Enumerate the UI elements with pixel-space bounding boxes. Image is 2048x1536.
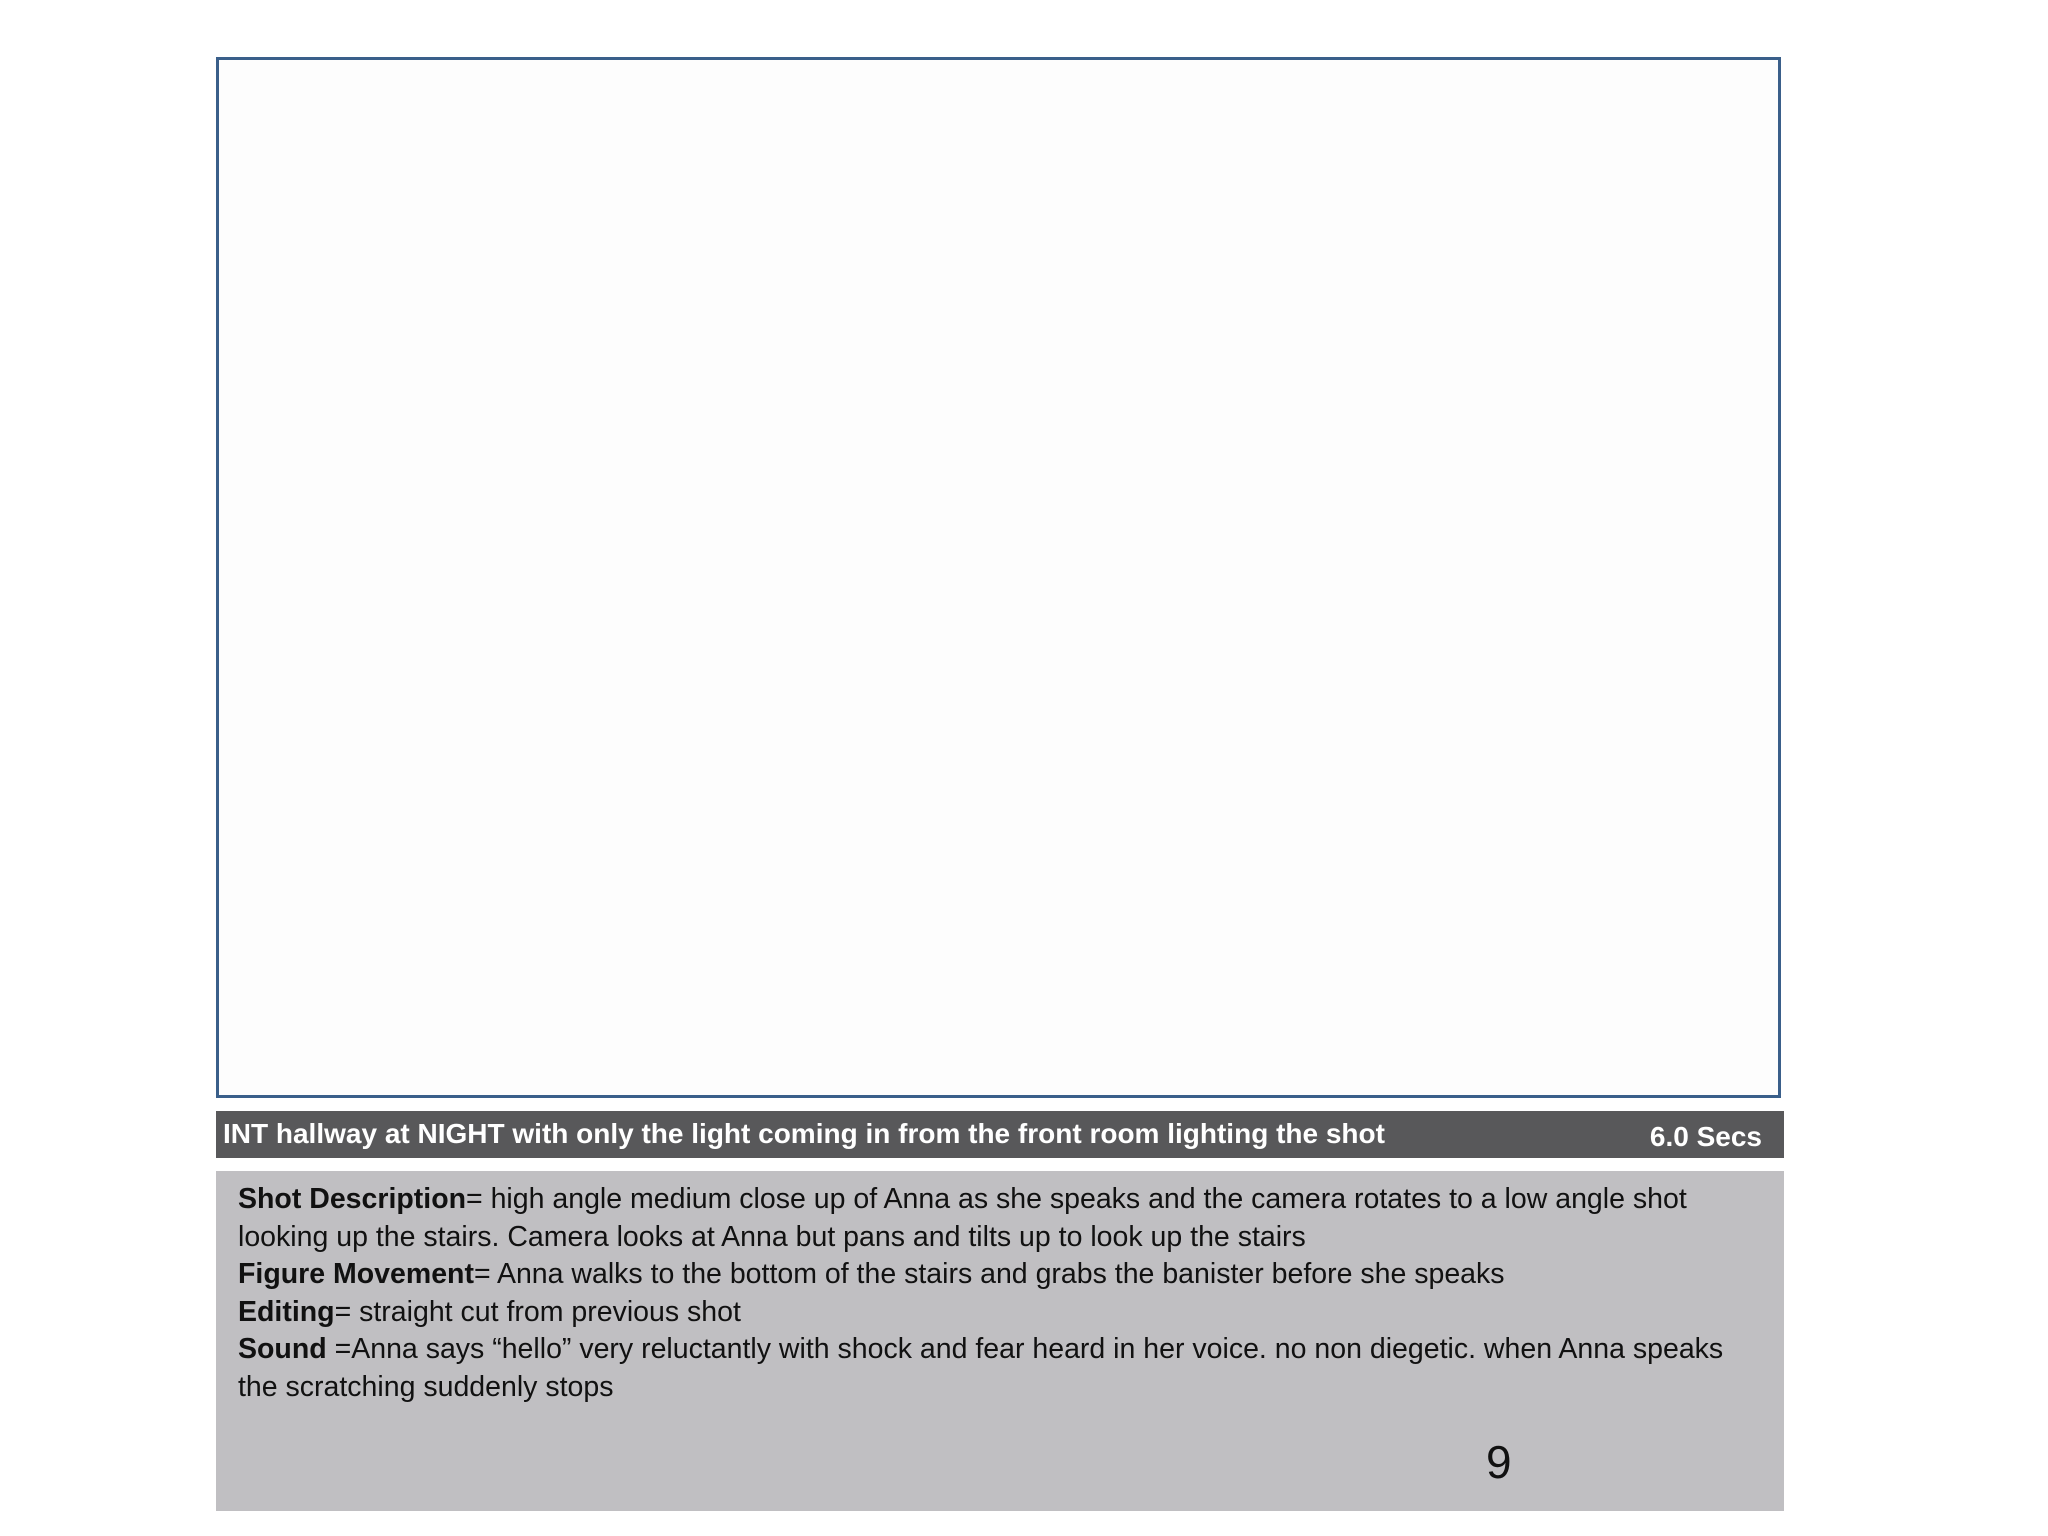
figure-movement-label: Figure Movement bbox=[238, 1258, 474, 1291]
editing-label: Editing bbox=[238, 1295, 335, 1328]
shot-description bbox=[238, 1181, 1762, 1256]
shot-duration: 6.0 Secs bbox=[1649, 1121, 1762, 1152]
editing-text: = straight cut from previous shot bbox=[334, 1295, 741, 1328]
scene-heading-bar bbox=[216, 1111, 1784, 1158]
shot-notes-panel bbox=[216, 1171, 1784, 1511]
sound-label: Sound bbox=[238, 1333, 327, 1366]
editing bbox=[238, 1294, 1762, 1332]
figure-movement bbox=[238, 1256, 1762, 1294]
shot-image-frame bbox=[216, 57, 1781, 1098]
figure-movement-text: = Anna walks to the bottom of the stairs and grabs the banister before she speaks bbox=[473, 1258, 1505, 1291]
sound-text: =Anna says “hello” very reluctantly with shock and fear heard in her voice. no non diegetic. when Anna speaks the scratching suddenly stops bbox=[238, 1333, 1724, 1403]
shot-description-text: = high angle medium close up of Anna as she speaks and the camera rotates to a low angle shot looking up the stairs. Camera looks at Anna but pans and tilts up to look up the stairs bbox=[238, 1183, 1687, 1253]
scene-heading: INT hallway at NIGHT with only the light coming in from the front room lighting the shot bbox=[223, 1118, 1385, 1149]
shot-description-label: Shot Description bbox=[238, 1183, 467, 1215]
page-number: 9 bbox=[1486, 1436, 1512, 1488]
sound bbox=[238, 1331, 1762, 1406]
